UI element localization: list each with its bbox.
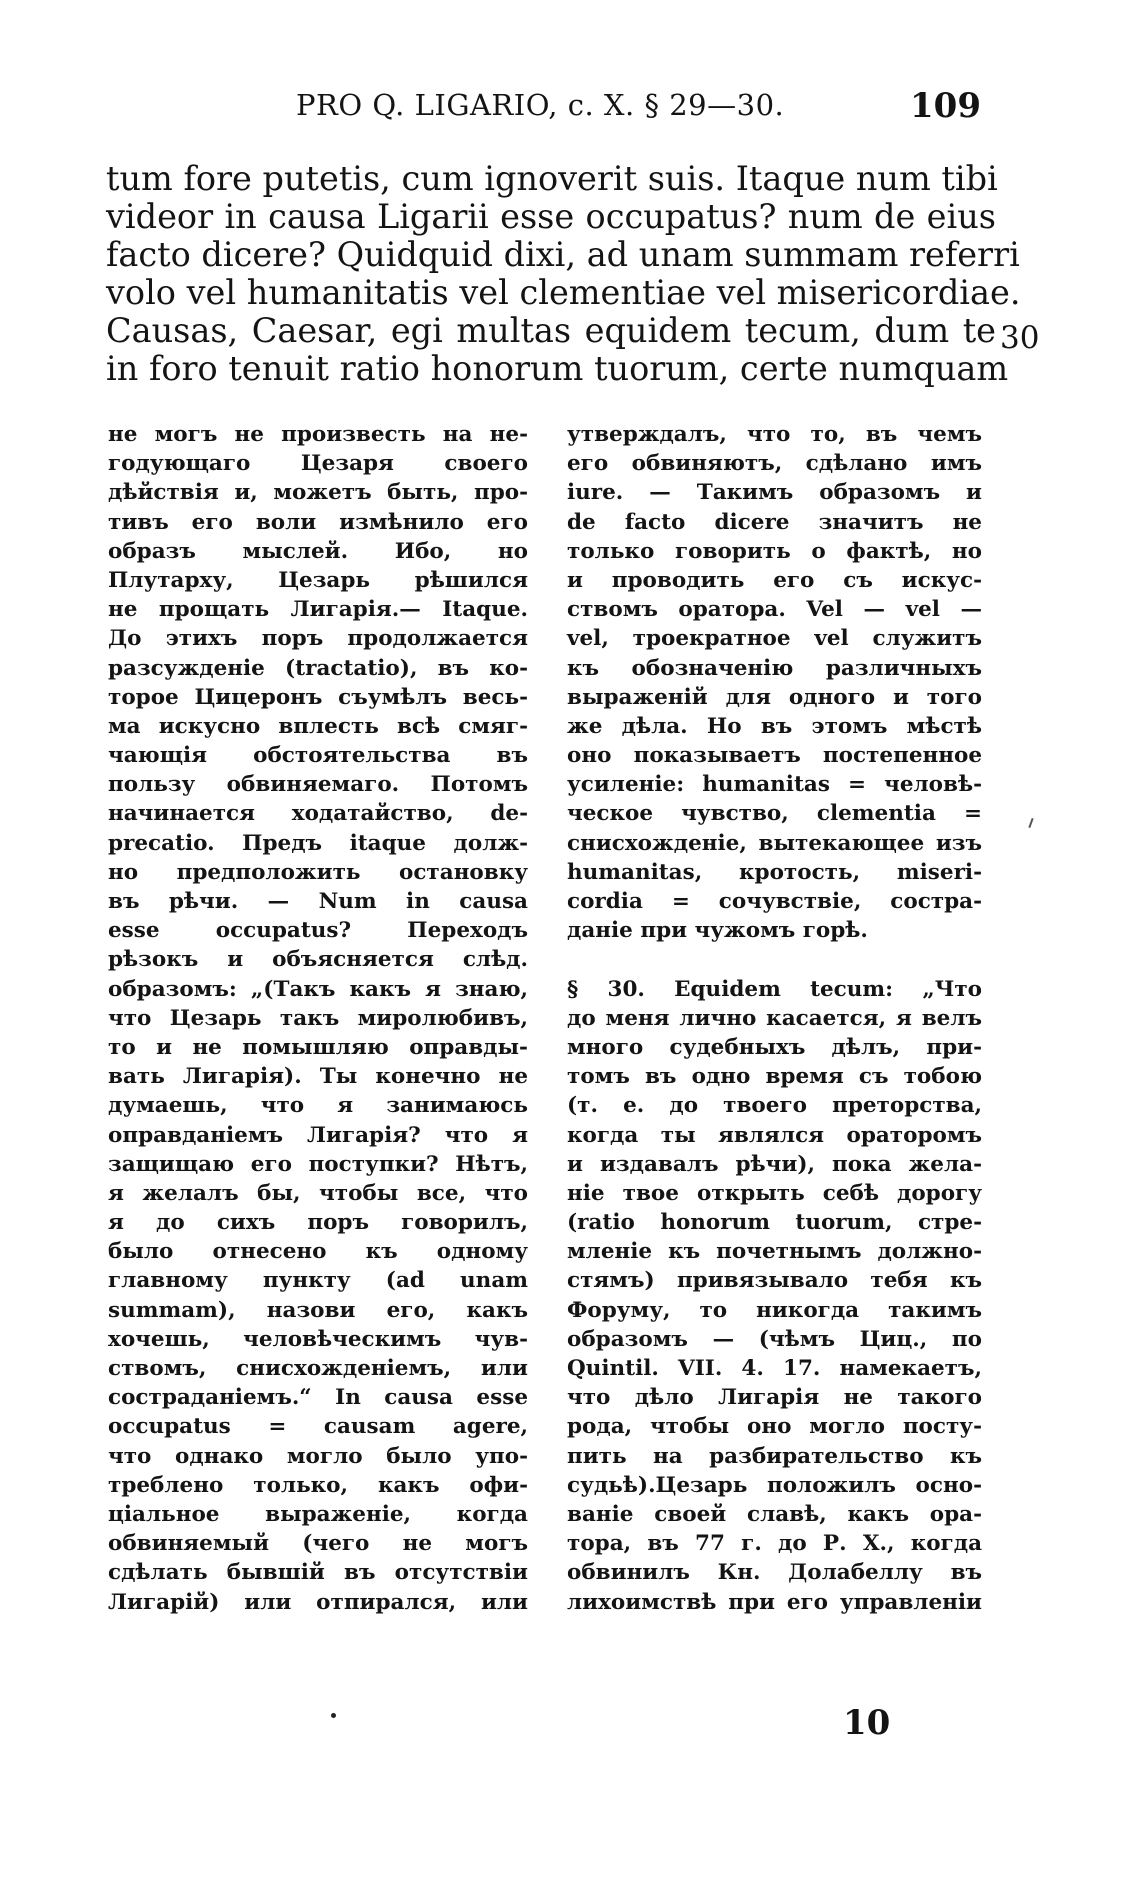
commentary-line: рода, чтобы оно могло посту- [567,1414,982,1440]
commentary-line: къ обозначенію различныхъ [567,655,982,681]
commentary-line: precatio. Предъ itaque долж- [108,830,528,856]
commentary-line: усиленіе: humanitas = человѣ- [567,772,982,798]
latin-text-line: Causas, Caesar, egi multas equidem tecum, dum te [106,311,996,350]
page-number: 109 [910,86,981,126]
commentary-line: я желалъ бы, чтобы все, что [108,1180,528,1206]
commentary-line: vel, троекратное vel служитъ [567,626,982,652]
commentary-line: утверждалъ, что то, въ чемъ [567,422,982,447]
latin-text-line: videor in causa Ligarii esse occupatus? num de eius [106,197,996,236]
commentary-line: образомъ: „(Такъ какъ я знаю, [108,976,528,1002]
commentary-line: когда ты являлся ораторомъ [567,1122,982,1148]
commentary-line: что дѣло Лигарія не такого [567,1385,982,1411]
commentary-line: § 30. Equidem tecum: „Что [567,976,982,1002]
commentary-line: de facto dicere значитъ не [567,509,982,535]
commentary-line: Лигарій) или отпирался, или [108,1589,528,1615]
commentary-line: Форуму, то никогда такимъ [567,1297,982,1323]
commentary-line: образъ мыслей. Ибо, но [108,538,528,564]
commentary-line: годующаго Цезаря своего [108,451,528,477]
commentary-line: (ratio honorum tuorum, стре- [567,1210,982,1236]
latin-text-line: facto dicere? Quidquid dixi, ad unam summam referri [106,235,1020,274]
latin-text-line: volo vel humanitatis vel clementiae vel misericordiae. [106,273,1021,312]
commentary-line: не прощать Лигарія.— Itaque. [108,597,528,623]
commentary-line: защищаю его поступки? Нѣтъ, [108,1151,528,1177]
commentary-line: iure. — Такимъ образомъ и [567,480,982,506]
commentary-line: до меня лично касается, я велъ [567,1005,982,1031]
commentary-line: ческое чувство, clementia = [567,801,982,827]
commentary-line: не могъ не произвесть на не- [108,422,528,447]
commentary-line: его обвиняютъ, сдѣлано имъ [567,451,982,477]
commentary-line: ствомъ оратора. Vel — vel — [567,597,982,623]
commentary-line: я до сихъ поръ говорилъ, [108,1210,528,1236]
commentary-line: мленіе къ почетнымъ должно- [567,1239,982,1265]
commentary-line: рѣзокъ и объясняется слѣд. [108,947,528,973]
commentary-line: сдѣлать бывшій въ отсутствіи [108,1560,528,1586]
commentary-line: дѣйствія и, можетъ быть, про- [108,480,528,506]
paragraph-gap [567,945,982,974]
commentary-line: выраженій для одного и того [567,684,982,710]
commentary-line: много судебныхъ дѣлъ, при- [567,1034,982,1060]
printer-signature-mark: 10 [843,1703,891,1743]
commentary-line: ма искусно вплесть всѣ смяг- [108,713,528,739]
commentary-line: пользу обвиняемаго. Потомъ [108,772,528,798]
commentary-line: что Цезарь такъ миролюбивъ, [108,1005,528,1031]
commentary-line: Quintil. VII. 4. 17. намекаетъ, [567,1356,982,1381]
commentary-line: разсужденіе (tractatio), въ ко- [108,655,528,681]
commentary-line: и проводить его съ искус- [567,567,982,593]
commentary-line: ствомъ, снисхожденіемъ, или [108,1356,528,1381]
commentary-line: чающія обстоятельства въ [108,743,528,769]
commentary-line: главному пункту (ad unam [108,1268,528,1294]
commentary-line: состраданіемъ.“ In causa esse [108,1385,528,1411]
commentary-line: же дѣла. Но въ этомъ мѣстѣ [567,713,982,739]
commentary-line: esse occupatus? Переходъ [108,918,528,944]
commentary-line: Плутарху, Цезарь рѣшился [108,567,528,593]
commentary-line: начинается ходатайство, de- [108,801,528,827]
print-mark [1028,818,1033,828]
commentary-line: судьѣ).Цезарь положилъ осно- [567,1472,982,1498]
commentary-line: оправданіемъ Лигарія? что я [108,1122,528,1148]
commentary-line: и издавалъ рѣчи), пока жела- [567,1151,982,1177]
commentary-line: пить на разбирательство къ [567,1443,982,1469]
commentary-line: humanitas, кротость, miseri- [567,859,982,885]
commentary-line: occupatus = causam agere, [108,1414,528,1440]
commentary-line: думаешь, что я занимаюсь [108,1093,528,1119]
commentary-line: ніе твое открыть себѣ дорогу [567,1180,982,1206]
print-speck [331,1713,336,1718]
commentary-line: обвиняемый (чего не могъ [108,1531,528,1557]
commentary-line: томъ въ одно время съ тобою [567,1064,982,1090]
commentary-line: въ рѣчи. — Num in causa [108,889,528,914]
commentary-line: До этихъ поръ продолжается [108,626,528,652]
commentary-line: что однако могло было упо- [108,1443,528,1469]
commentary-line: ціальное выраженіе, когда [108,1501,528,1527]
commentary-line: стямъ) привязывало тебя къ [567,1268,982,1294]
commentary-line: только говорить о фактѣ, но [567,538,982,564]
commentary-line: то и не помышляю оправды- [108,1034,528,1060]
commentary-line: тора, въ 77 г. до Р. Х., когда [567,1531,982,1557]
line-number-marker: 30 [1000,320,1040,356]
commentary-line: тивъ его воли измѣнило его [108,509,528,535]
commentary-line: обвинилъ Кн. Долабеллу въ [567,1560,982,1586]
commentary-line: (т. е. до твоего преторства, [567,1093,982,1119]
commentary-line: треблено только, какъ офи- [108,1472,528,1498]
page-header [296,88,981,138]
commentary-line: summam), назови его, какъ [108,1297,528,1323]
commentary-left-column [108,420,528,1617]
latin-text-line: in foro tenuit ratio honorum tuorum, certe numquam [106,349,1009,388]
commentary-right-column [567,420,982,1617]
running-title: PRO Q. LIGARIO, c. X. § 29—30. [296,88,785,122]
commentary-line: лихоимствѣ при его управленіи [567,1589,982,1615]
commentary-line: оно показываетъ постепенное [567,743,982,769]
commentary-line: вать Лигарія). Ты конечно не [108,1064,528,1090]
commentary-line: cordia = сочувствіе, состра- [567,889,982,914]
latin-text-line: tum fore putetis, cum ignoverit suis. Itaque num tibi [106,159,998,198]
commentary-line: ваніе своей славѣ, какъ ора- [567,1501,982,1527]
commentary-line: образомъ — (чѣмъ Циц., по [567,1326,982,1352]
commentary-line: было отнесено къ одному [108,1239,528,1265]
commentary-line: снисхожденіе, вытекающее изъ [567,830,982,856]
commentary-line: даніе при чужомъ горѣ. [567,918,868,944]
commentary-line: торое Цицеронъ съумѣлъ весь- [108,684,528,710]
commentary-line: но предположить остановку [108,859,528,885]
commentary-line: хочешь, человѣческимъ чув- [108,1326,528,1352]
